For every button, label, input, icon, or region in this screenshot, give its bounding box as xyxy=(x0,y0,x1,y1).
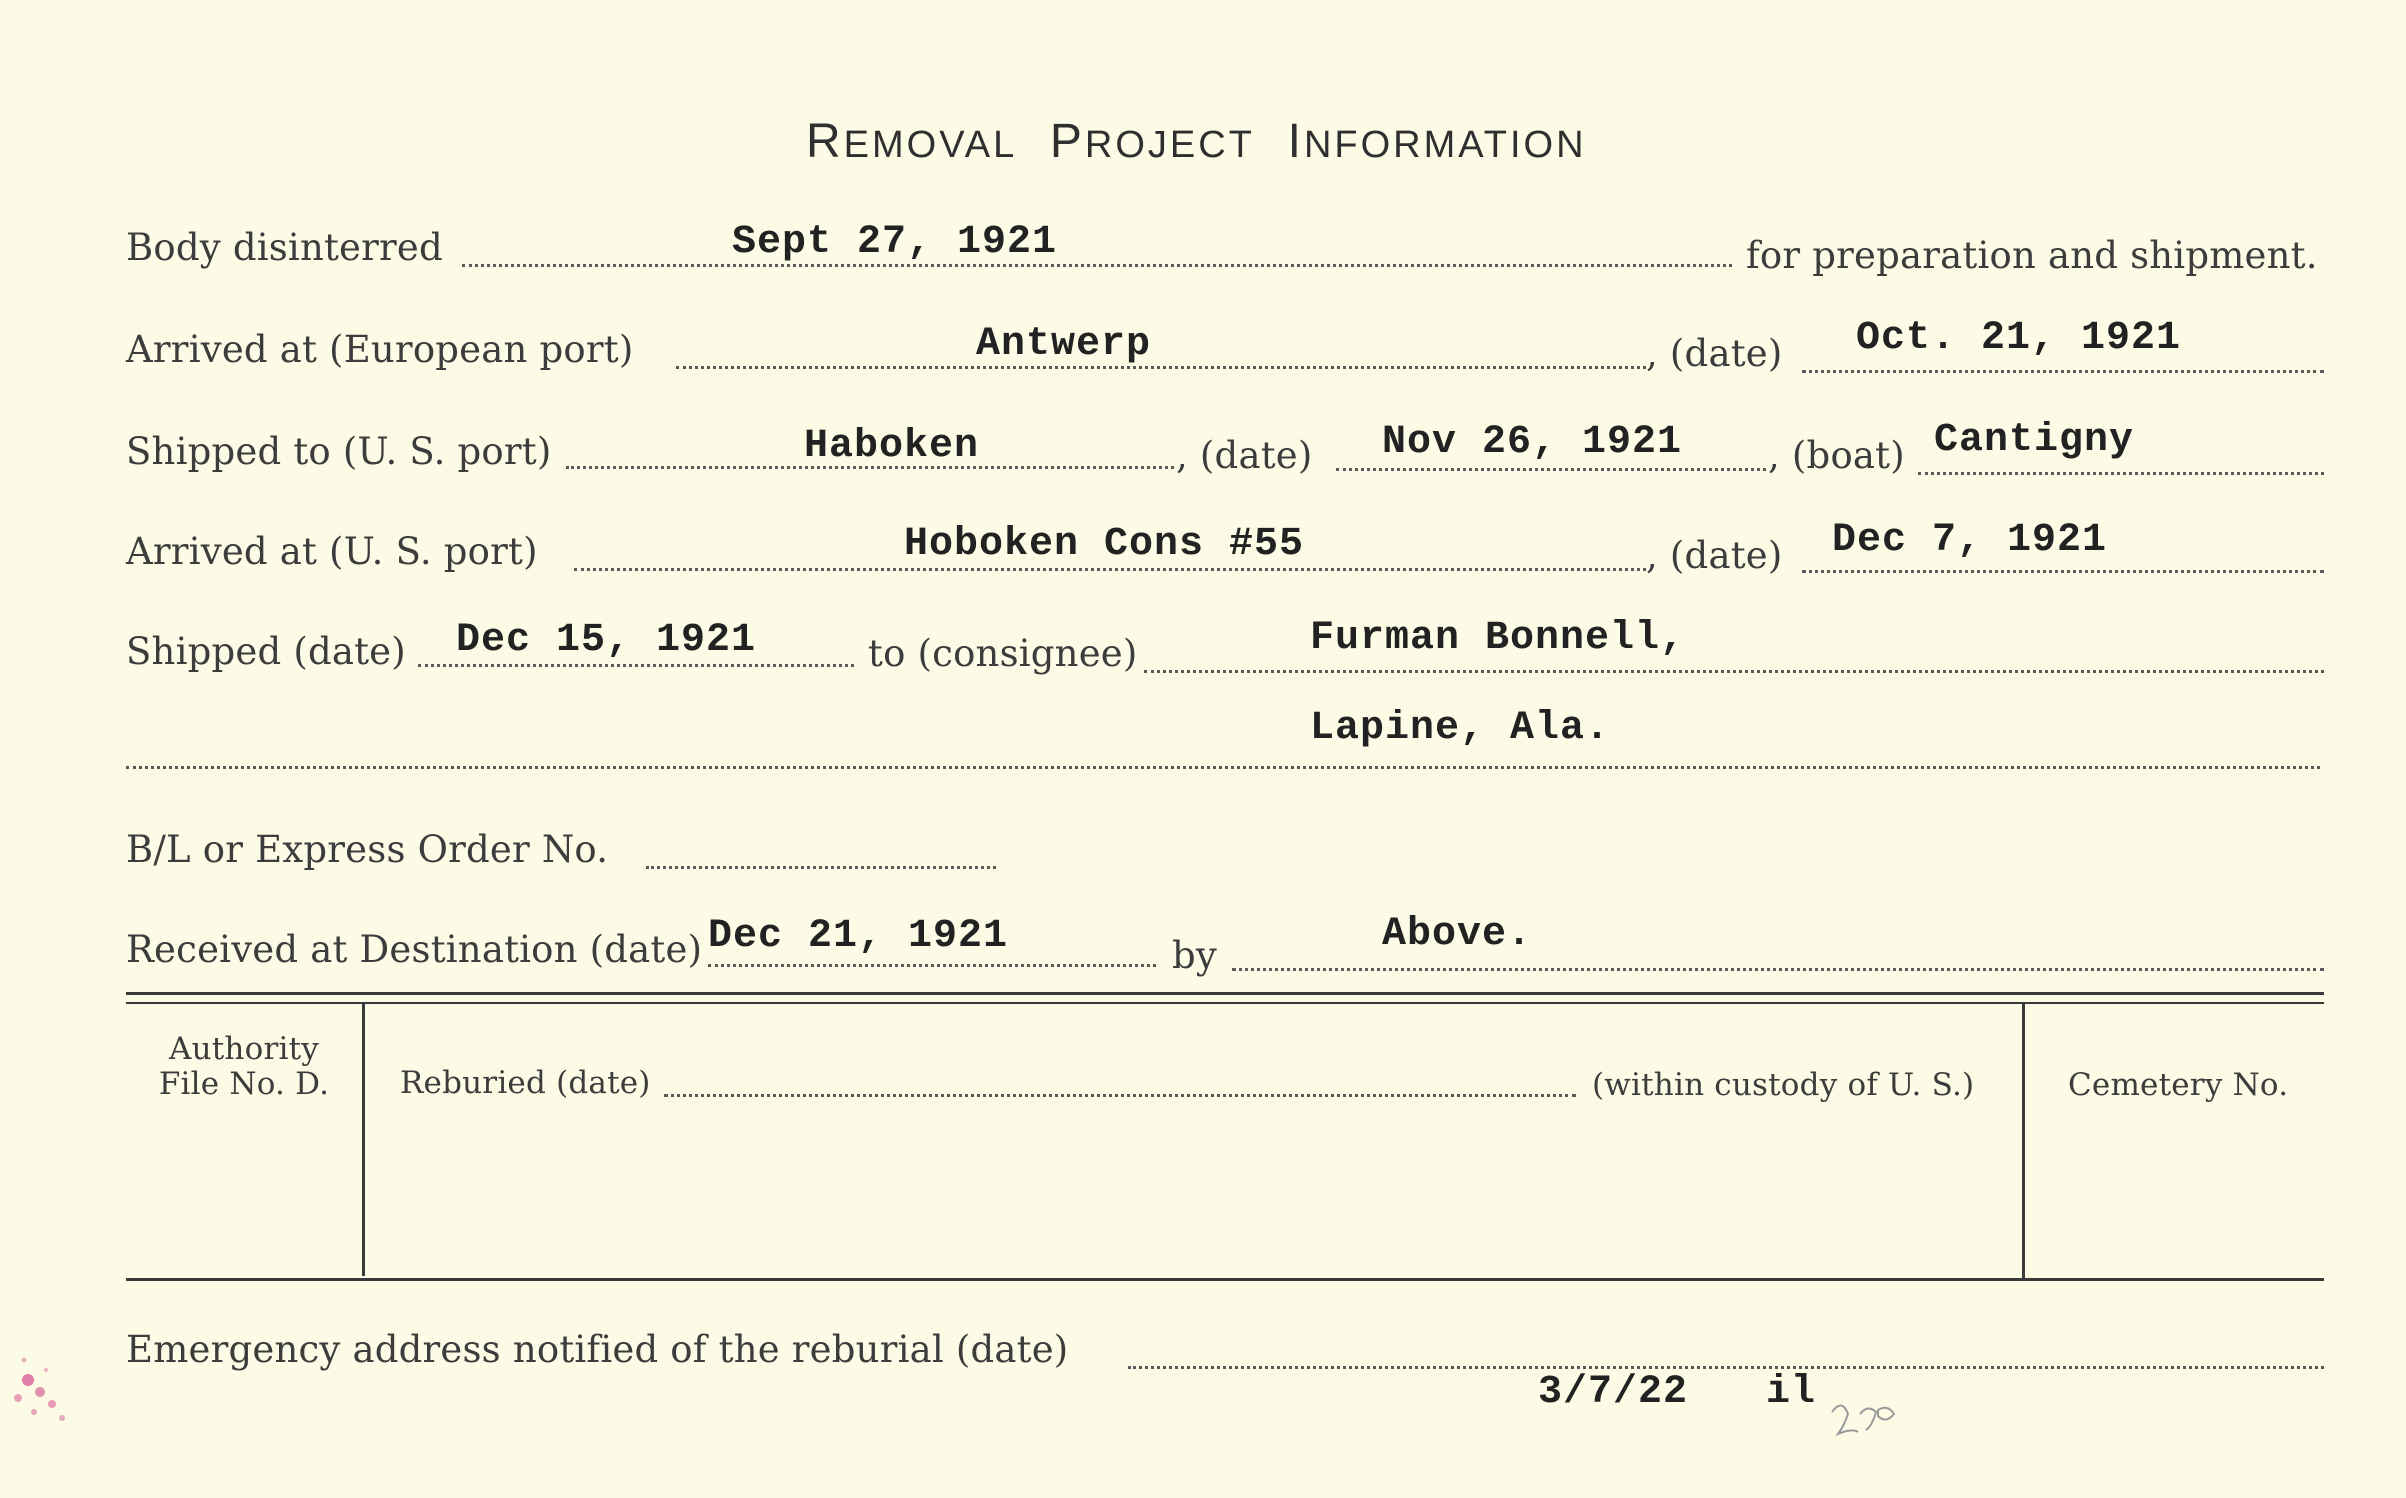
shipped-date-label: Shipped (date) xyxy=(126,630,406,673)
emergency-label: Emergency address notified of the reburial (date) xyxy=(126,1328,1069,1371)
date-label-2: , (date) xyxy=(1176,434,1313,477)
by-label: by xyxy=(1172,934,1217,977)
boat-line xyxy=(1918,472,2324,475)
boat-label: , (boat) xyxy=(1768,434,1905,477)
initials-value: il xyxy=(1766,1370,1817,1415)
reburied-label: Reburied (date) xyxy=(400,1065,651,1101)
bl-order-line xyxy=(646,866,996,869)
received-date-line xyxy=(708,964,1156,967)
emergency-line xyxy=(1128,1366,2324,1369)
notified-date-value: 3/7/22 xyxy=(1538,1370,1689,1415)
us-arrival-date-value: Dec 7, 1921 xyxy=(1832,518,2108,563)
authority-label: Authority File No. D. xyxy=(158,1031,330,1102)
received-date-value: Dec 21, 1921 xyxy=(708,914,1009,959)
us-port-arrived-value: Hoboken Cons #55 xyxy=(904,522,1305,567)
received-by-line xyxy=(1232,968,2324,971)
european-arrival-date-value: Oct. 21, 1921 xyxy=(1856,316,2182,361)
consignee-line-1 xyxy=(1144,670,2324,673)
table-divider-left xyxy=(362,1002,365,1276)
table-top-rule-2 xyxy=(126,1002,2324,1004)
bl-order-label: B/L or Express Order No. xyxy=(126,828,609,871)
reburied-line xyxy=(664,1094,1576,1097)
shipped-to-us-label: Shipped to (U. S. port) xyxy=(126,430,552,473)
shipped-date-us-value: Nov 26, 1921 xyxy=(1382,420,1683,465)
boat-value: Cantigny xyxy=(1934,418,2135,463)
table-bottom-rule xyxy=(126,1278,2324,1281)
for-preparation-label: for preparation and shipment. xyxy=(1746,234,2318,277)
european-port-value: Antwerp xyxy=(976,322,1152,367)
form-title: REMOVAL PROJECT INFORMATION xyxy=(806,115,1587,168)
us-port-arrived-line xyxy=(574,568,1646,571)
us-port-shipped-value: Haboken xyxy=(804,424,980,469)
arrived-european-label: Arrived at (European port) xyxy=(126,328,634,371)
body-disinterred-line xyxy=(462,264,1732,267)
body-disinterred-label: Body disinterred xyxy=(126,226,443,269)
date-label-3: , (date) xyxy=(1646,534,1783,577)
cemetery-no-label: Cemetery No. xyxy=(2068,1067,2289,1103)
us-arrival-date-line xyxy=(1802,570,2324,573)
date-label-1: , (date) xyxy=(1646,332,1783,375)
pencil-mark xyxy=(1826,1392,1906,1452)
disinterred-date-value: Sept 27, 1921 xyxy=(732,220,1058,265)
table-top-rule-1 xyxy=(126,992,2324,995)
ink-stain xyxy=(0,1320,90,1440)
arrived-us-label: Arrived at (U. S. port) xyxy=(126,530,538,573)
shipped-date-value: Dec 15, 1921 xyxy=(456,618,757,663)
received-by-value: Above. xyxy=(1382,912,1533,957)
within-custody-label: (within custody of U. S.) xyxy=(1592,1067,1975,1103)
to-consignee-label: to (consignee) xyxy=(868,632,1138,675)
consignee-line1-value: Furman Bonnell, xyxy=(1310,616,1686,661)
shipped-date-line xyxy=(418,664,854,667)
shipped-date-us-line xyxy=(1336,468,1766,471)
consignee-line2-value: Lapine, Ala. xyxy=(1310,706,1611,751)
received-dest-label: Received at Destination (date) xyxy=(126,928,703,971)
european-date-line xyxy=(1802,370,2324,373)
table-divider-right xyxy=(2022,1004,2025,1278)
european-port-line xyxy=(676,366,1646,369)
consignee-line-2 xyxy=(126,766,2320,769)
